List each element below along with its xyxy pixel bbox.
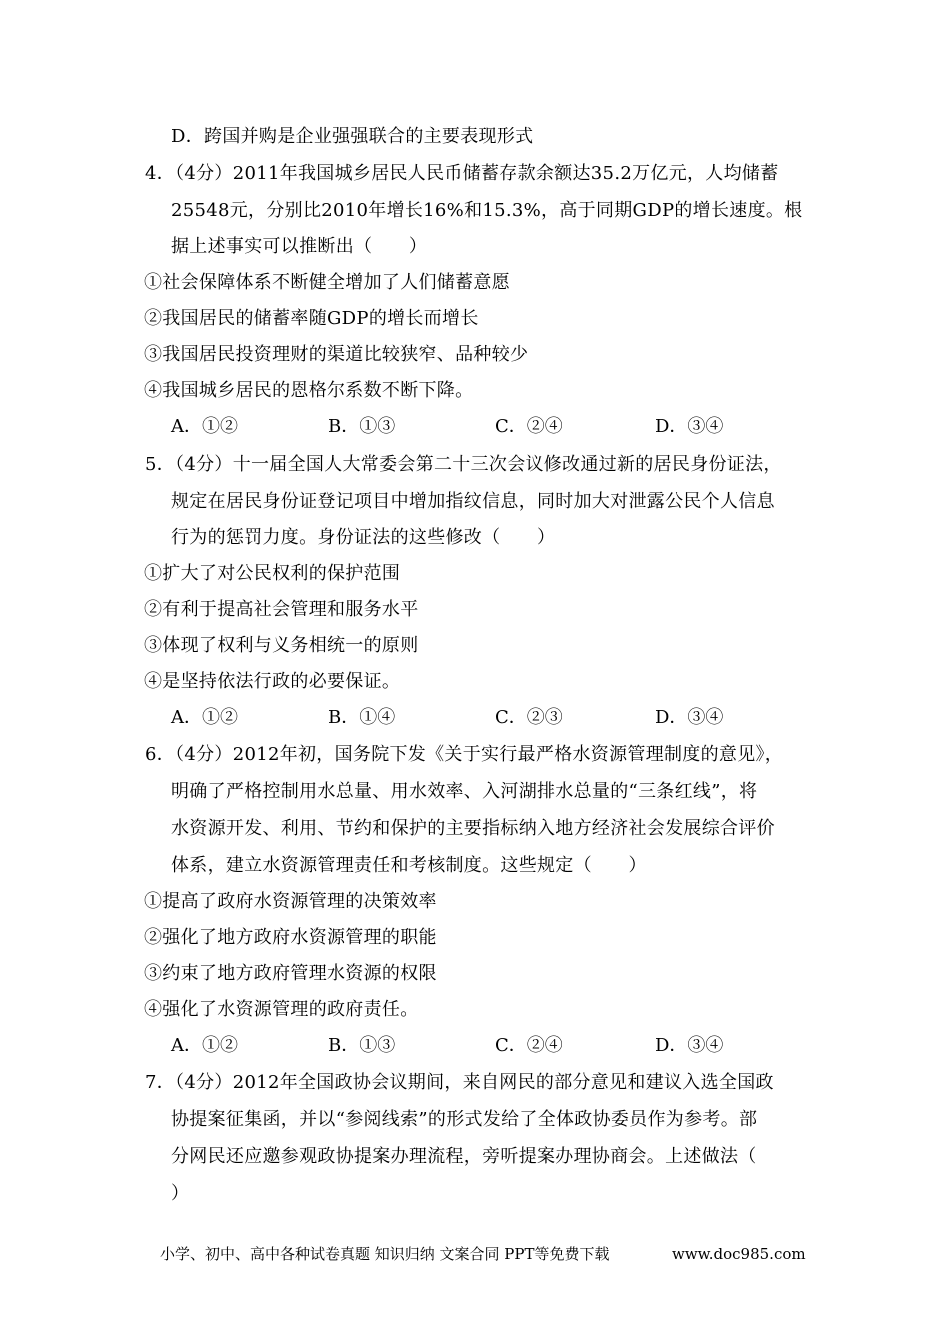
footer-url[interactable]: www.doc985.com [672,1245,806,1263]
q4-statement-2: ②我国居民的储蓄率随GDP的增长而增长 [144,308,479,329]
q5-stem-line-3: 行为的惩罚力度。身份证法的这些修改（ ） [171,527,556,548]
footer-text: 小学、初中、高中各种试卷真题 知识归纳 文案合同 PPT等免费下载 [160,1245,610,1263]
q6-option-b: B．①③ [328,1035,396,1056]
q7-stem-line-1: 7．（4分）2012年全国政协会议期间，来自网民的部分意见和建议入选全国政 [145,1072,774,1093]
q5-option-c: C．②③ [495,707,563,728]
q5-stem-line-2: 规定在居民身份证登记项目中增加指纹信息，同时加大对泄露公民个人信息 [171,491,775,512]
q6-statement-4: ④强化了水资源管理的政府责任。 [144,999,419,1020]
q5-statement-1: ①扩大了对公民权利的保护范围 [144,563,401,584]
q4-option-c: C．②④ [495,416,563,437]
q6-stem-line-2: 明确了严格控制用水总量、用水效率、入河湖排水总量的“三条红线”，将 [171,781,758,802]
q6-statement-2: ②强化了地方政府水资源管理的职能 [144,927,437,948]
q6-option-d: D．③④ [655,1035,724,1056]
q5-option-b: B．①④ [328,707,396,728]
q4-statement-4: ④我国城乡居民的恩格尔系数不断下降。 [144,380,474,401]
q6-option-a: A．①② [171,1035,238,1056]
q6-statement-3: ③约束了地方政府管理水资源的权限 [144,963,437,984]
q4-option-b: B．①③ [328,416,396,437]
q6-stem-line-1: 6．（4分）2012年初，国务院下发《关于实行最严格水资源管理制度的意见》， [145,744,784,765]
q6-stem-line-3: 水资源开发、利用、节约和保护的主要指标纳入地方经济社会发展综合评价 [171,818,775,839]
q7-stem-line-3: 分网民还应邀参观政协提案办理流程，旁听提案办理协商会。上述做法（ [171,1146,757,1167]
q6-stem-line-4: 体系，建立水资源管理责任和考核制度。这些规定（ ） [171,855,647,876]
q4-statement-3: ③我国居民投资理财的渠道比较狭窄、品种较少 [144,344,529,365]
q5-statement-4: ④是坚持依法行政的必要保证。 [144,671,401,692]
q5-option-a: A．①② [171,707,238,728]
q5-statement-3: ③体现了权利与义务相统一的原则 [144,635,419,656]
q4-stem-line-2: 25548元，分别比2010年增长16%和15.3%，高于同期GDP的增长速度。根 [171,200,803,221]
q6-statement-1: ①提高了政府水资源管理的决策效率 [144,891,437,912]
q4-option-a: A．①② [171,416,238,437]
page-footer [160,1243,806,1265]
q6-option-c: C．②④ [495,1035,563,1056]
q4-stem-line-1: 4．（4分）2011年我国城乡居民人民币储蓄存款余额达35.2万亿元，人均储蓄 [145,163,779,184]
q7-stem-line-4: ） [171,1183,190,1204]
q3-option-d: D．跨国并购是企业强强联合的主要表现形式 [171,126,534,147]
q4-stem-line-3: 据上述事实可以推断出（ ） [171,236,428,257]
q4-statement-1: ①社会保障体系不断健全增加了人们储蓄意愿 [144,272,510,293]
q5-option-d: D．③④ [655,707,724,728]
q5-statement-2: ②有利于提高社会管理和服务水平 [144,599,419,620]
q4-option-d: D．③④ [655,416,724,437]
q7-stem-line-2: 协提案征集函，并以“参阅线索”的形式发给了全体政协委员作为参考。部 [171,1109,758,1130]
q5-stem-line-1: 5．（4分）十一届全国人大常委会第二十三次会议修改通过新的居民身份证法， [145,454,782,475]
